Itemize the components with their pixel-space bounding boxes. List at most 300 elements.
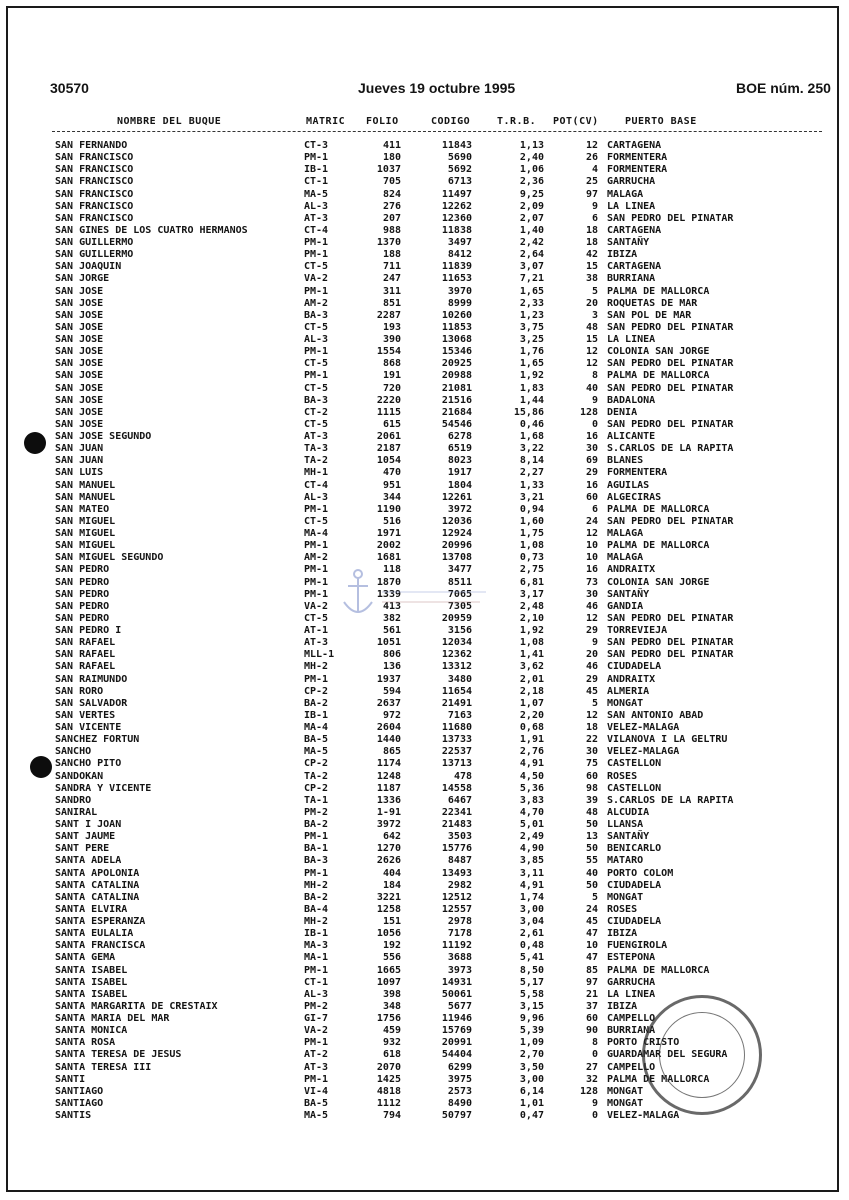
cell-name: SAN PEDRO xyxy=(55,576,110,588)
cell-name: SAN FRANCISCO xyxy=(55,212,134,224)
cell-pot: 6 xyxy=(591,212,598,224)
cell-trb: 3,04 xyxy=(519,916,544,927)
cell-pot: 38 xyxy=(585,273,598,285)
cell-pot: 50 xyxy=(585,879,598,891)
cell-name: SANTA MARIA DEL MAR xyxy=(55,1013,170,1024)
cell-matric: AL-3 xyxy=(304,988,329,1000)
cell-codigo: 2982 xyxy=(447,879,472,891)
cell-folio: 720 xyxy=(382,382,401,394)
cell-trb: 4,91 xyxy=(519,879,544,891)
cell-pot: 32 xyxy=(585,1073,598,1085)
cell-codigo: 8490 xyxy=(447,1097,472,1109)
cell-pot: 75 xyxy=(585,758,598,770)
cell-trb: 1,01 xyxy=(519,1097,544,1109)
cell-trb: 2,10 xyxy=(519,612,544,624)
column-header-pot: POT(CV) xyxy=(553,116,599,127)
cell-folio: 1037 xyxy=(376,164,401,176)
cell-name: SAN JOSE xyxy=(55,309,104,321)
cell-codigo: 6519 xyxy=(447,443,472,455)
cell-port: SAN PEDRO DEL PINATAR xyxy=(607,637,734,649)
cell-folio: 118 xyxy=(382,564,401,576)
cell-folio: 1336 xyxy=(376,794,401,806)
cell-port: MALAGA xyxy=(607,188,644,200)
table-row xyxy=(0,807,849,819)
table-row xyxy=(0,346,849,358)
cell-name: SAN JOSE SEGUNDO xyxy=(55,431,152,442)
cell-folio: 2070 xyxy=(376,1061,401,1073)
cell-name: SAN JOSE xyxy=(55,370,104,382)
cell-codigo: 11843 xyxy=(441,140,472,151)
cell-pot: 9 xyxy=(591,1097,598,1109)
cell-port: SAN PEDRO DEL PINATAR xyxy=(607,612,734,624)
cell-folio: 459 xyxy=(382,1025,401,1037)
cell-matric: PM-2 xyxy=(304,806,329,818)
cell-port: PALMA DE MALLORCA xyxy=(607,503,710,515)
cell-trb: 2,70 xyxy=(519,1049,544,1061)
cell-trb: 1,44 xyxy=(519,394,544,406)
cell-port: CAMPELLO xyxy=(607,1013,656,1024)
cell-pot: 37 xyxy=(585,1000,598,1012)
cell-pot: 20 xyxy=(585,297,598,309)
cell-pot: 18 xyxy=(585,722,598,733)
table-row xyxy=(0,310,849,322)
cell-codigo: 2978 xyxy=(447,916,472,927)
table-row xyxy=(0,637,849,649)
cell-matric: CT-2 xyxy=(304,406,329,418)
table-row xyxy=(0,819,849,831)
cell-trb: 1,08 xyxy=(519,637,544,649)
cell-folio: 1248 xyxy=(376,770,401,782)
cell-pot: 3 xyxy=(591,309,598,321)
cell-port: LLANSA xyxy=(607,819,644,830)
cell-folio: 411 xyxy=(382,140,401,151)
cell-pot: 128 xyxy=(579,1085,598,1097)
cell-trb: 3,75 xyxy=(519,321,544,333)
table-row xyxy=(0,686,849,698)
cell-name: SANDOKAN xyxy=(55,770,104,782)
table-row xyxy=(0,746,849,758)
table-row xyxy=(0,298,849,310)
cell-trb: 7,21 xyxy=(519,273,544,285)
table-row xyxy=(0,492,849,504)
cell-trb: 1,07 xyxy=(519,697,544,709)
cell-port: CIUDADELA xyxy=(607,879,662,891)
cell-name: SANTA CATALINA xyxy=(55,891,140,903)
cell-name: SANTA ROSA xyxy=(55,1037,116,1049)
cell-folio: 398 xyxy=(382,988,401,1000)
cell-matric: BA-5 xyxy=(304,1097,329,1109)
cell-pot: 45 xyxy=(585,916,598,927)
table-row xyxy=(0,261,849,273)
cell-matric: PM-1 xyxy=(304,1037,329,1049)
cell-codigo: 10260 xyxy=(441,309,472,321)
cell-pot: 10 xyxy=(585,940,598,952)
cell-pot: 98 xyxy=(585,782,598,794)
cell-trb: 2,36 xyxy=(519,176,544,188)
cell-pot: 9 xyxy=(591,394,598,406)
cell-pot: 0 xyxy=(591,418,598,430)
cell-folio: 865 xyxy=(382,746,401,758)
cell-port: SAN PEDRO DEL PINATAR xyxy=(607,382,734,394)
cell-port: PORTO COLOM xyxy=(607,867,674,879)
cell-port: ESTEPONA xyxy=(607,952,656,964)
cell-codigo: 12262 xyxy=(441,200,472,212)
cell-port: SANTAÑY xyxy=(607,831,650,843)
cell-pot: 8 xyxy=(591,370,598,382)
cell-pot: 9 xyxy=(591,200,598,212)
cell-folio: 1258 xyxy=(376,903,401,915)
cell-codigo: 12360 xyxy=(441,212,472,224)
table-row xyxy=(0,868,849,880)
table-row xyxy=(0,965,849,977)
cell-matric: BA-3 xyxy=(304,855,329,867)
cell-codigo: 8511 xyxy=(447,576,472,588)
cell-pot: 16 xyxy=(585,564,598,576)
cell-name: SANTA APOLONIA xyxy=(55,867,140,879)
cell-matric: PM-1 xyxy=(304,503,329,515)
cell-name: SAN PEDRO xyxy=(55,600,110,612)
table-row xyxy=(0,504,849,516)
punch-hole-mark xyxy=(30,756,52,778)
cell-name: SAN MIGUEL xyxy=(55,515,116,527)
cell-matric: TA-2 xyxy=(304,455,329,467)
cell-folio: 1756 xyxy=(376,1013,401,1024)
cell-port: ALICANTE xyxy=(607,431,656,442)
cell-matric: PM-1 xyxy=(304,249,329,261)
cell-trb: 1,13 xyxy=(519,140,544,151)
cell-folio: 618 xyxy=(382,1049,401,1061)
cell-trb: 2,75 xyxy=(519,564,544,576)
cell-codigo: 21491 xyxy=(441,697,472,709)
cell-folio: 1554 xyxy=(376,346,401,358)
cell-matric: MA-5 xyxy=(304,746,329,758)
cell-port: DENIA xyxy=(607,406,638,418)
cell-trb: 2,01 xyxy=(519,673,544,685)
table-row xyxy=(0,771,849,783)
cell-name: SAN JOSE xyxy=(55,285,104,297)
cell-codigo: 11653 xyxy=(441,273,472,285)
cell-port: GANDIA xyxy=(607,600,644,612)
table-row xyxy=(0,552,849,564)
cell-name: SANT I JOAN xyxy=(55,819,122,830)
cell-pot: 10 xyxy=(585,552,598,564)
cell-port: PALMA DE MALLORCA xyxy=(607,370,710,382)
cell-name: SAN MANUEL xyxy=(55,491,116,503)
table-row xyxy=(0,710,849,722)
cell-matric: AT-3 xyxy=(304,1061,329,1073)
table-row xyxy=(0,322,849,334)
cell-port: ROQUETAS DE MAR xyxy=(607,297,698,309)
cell-pot: 13 xyxy=(585,831,598,843)
table-row xyxy=(0,892,849,904)
cell-name: SAN MANUEL xyxy=(55,479,116,491)
cell-port: MALAGA xyxy=(607,552,644,564)
cell-codigo: 7305 xyxy=(447,600,472,612)
cell-port: CAMPELLO xyxy=(607,1061,656,1073)
table-row xyxy=(0,783,849,795)
cell-port: CASTELLON xyxy=(607,782,662,794)
cell-name: SAN JUAN xyxy=(55,455,104,467)
cell-pot: 46 xyxy=(585,600,598,612)
cell-name: SANTA ISABEL xyxy=(55,976,128,988)
cell-codigo: 11839 xyxy=(441,261,472,273)
cell-trb: 2,27 xyxy=(519,467,544,479)
cell-codigo: 3497 xyxy=(447,237,472,248)
publication-date: Jueves 19 octubre 1995 xyxy=(358,80,516,96)
cell-folio: 1971 xyxy=(376,528,401,539)
cell-folio: 642 xyxy=(382,831,401,843)
cell-port: FORMENTERA xyxy=(607,164,668,176)
cell-codigo: 11680 xyxy=(441,722,472,733)
cell-folio: 470 xyxy=(382,467,401,479)
cell-trb: 8,50 xyxy=(519,964,544,976)
cell-trb: 3,25 xyxy=(519,334,544,345)
cell-codigo: 8999 xyxy=(447,297,472,309)
cell-trb: 0,94 xyxy=(519,503,544,515)
cell-trb: 1,40 xyxy=(519,224,544,236)
cell-name: SANTA ADELA xyxy=(55,855,122,867)
cell-folio: 932 xyxy=(382,1037,401,1049)
punch-hole-mark xyxy=(24,432,46,454)
cell-pot: 55 xyxy=(585,855,598,867)
cell-name: SANTA FRANCISCA xyxy=(55,940,146,952)
cell-folio: 184 xyxy=(382,879,401,891)
cell-matric: MA-4 xyxy=(304,722,329,733)
cell-folio: 594 xyxy=(382,685,401,697)
cell-matric: CT-5 xyxy=(304,612,329,624)
cell-port: S.CARLOS DE LA RAPITA xyxy=(607,443,734,455)
cell-folio: 382 xyxy=(382,612,401,624)
cell-codigo: 8023 xyxy=(447,455,472,467)
cell-pot: 5 xyxy=(591,891,598,903)
cell-name: SAN JORGE xyxy=(55,273,110,285)
cell-folio: 191 xyxy=(382,370,401,382)
cell-trb: 0,73 xyxy=(519,552,544,564)
cell-port: ALMERIA xyxy=(607,685,650,697)
column-header-trb: T.R.B. xyxy=(497,116,537,127)
table-row xyxy=(0,431,849,443)
table-row xyxy=(0,273,849,285)
cell-codigo: 3972 xyxy=(447,503,472,515)
cell-codigo: 20991 xyxy=(441,1037,472,1049)
cell-trb: 1,65 xyxy=(519,285,544,297)
cell-name: SAN PEDRO xyxy=(55,564,110,576)
cell-pot: 73 xyxy=(585,576,598,588)
cell-pot: 60 xyxy=(585,491,598,503)
cell-codigo: 8412 xyxy=(447,249,472,261)
cell-codigo: 6467 xyxy=(447,794,472,806)
table-row xyxy=(0,734,849,746)
cell-matric: AL-3 xyxy=(304,200,329,212)
cell-port: BURRIANA xyxy=(607,273,656,285)
cell-trb: 4,70 xyxy=(519,806,544,818)
cell-codigo: 12924 xyxy=(441,528,472,539)
cell-matric: PM-1 xyxy=(304,831,329,843)
cell-pot: 97 xyxy=(585,188,598,200)
cell-name: SANTA TERESA DE JESUS xyxy=(55,1049,182,1061)
cell-codigo: 478 xyxy=(453,770,472,782)
cell-folio: 207 xyxy=(382,212,401,224)
cell-matric: AM-2 xyxy=(304,297,329,309)
cell-matric: CT-3 xyxy=(304,140,329,151)
cell-name: SANCHO PITO xyxy=(55,758,122,770)
issue-number: BOE núm. 250 xyxy=(736,80,831,96)
table-row xyxy=(0,249,849,261)
cell-folio: 988 xyxy=(382,224,401,236)
cell-port: SAN PEDRO DEL PINATAR xyxy=(607,649,734,661)
cell-trb: 0,48 xyxy=(519,940,544,952)
cell-matric: BA-1 xyxy=(304,843,329,855)
cell-pot: 90 xyxy=(585,1025,598,1037)
cell-name: SAN JOSE xyxy=(55,394,104,406)
cell-codigo: 22537 xyxy=(441,746,472,758)
cell-matric: GI-7 xyxy=(304,1013,329,1024)
cell-codigo: 20925 xyxy=(441,358,472,370)
cell-folio: 2002 xyxy=(376,540,401,552)
cell-codigo: 6299 xyxy=(447,1061,472,1073)
table-row xyxy=(0,176,849,188)
cell-codigo: 11946 xyxy=(441,1013,472,1024)
cell-matric: VA-2 xyxy=(304,600,329,612)
cell-pot: 48 xyxy=(585,806,598,818)
cell-folio: 615 xyxy=(382,418,401,430)
table-row xyxy=(0,395,849,407)
cell-trb: 3,07 xyxy=(519,261,544,273)
cell-pot: 45 xyxy=(585,685,598,697)
cell-name: SANTA ELVIRA xyxy=(55,903,128,915)
cell-codigo: 11654 xyxy=(441,685,472,697)
cell-name: SAN PEDRO I xyxy=(55,625,122,636)
cell-matric: PM-2 xyxy=(304,1000,329,1012)
cell-matric: MA-1 xyxy=(304,952,329,964)
cell-port: COLONIA SAN JORGE xyxy=(607,346,710,358)
cell-trb: 0,47 xyxy=(519,1110,544,1121)
cell-port: SAN PEDRO DEL PINATAR xyxy=(607,212,734,224)
cell-port: CIUDADELA xyxy=(607,916,662,927)
cell-trb: 3,85 xyxy=(519,855,544,867)
table-row xyxy=(0,334,849,346)
table-row xyxy=(0,855,849,867)
table-row xyxy=(0,201,849,213)
cell-trb: 4,50 xyxy=(519,770,544,782)
cell-folio: 516 xyxy=(382,515,401,527)
cell-folio: 348 xyxy=(382,1000,401,1012)
table-row xyxy=(0,419,849,431)
cell-port: IBIZA xyxy=(607,249,638,261)
cell-folio: 2637 xyxy=(376,697,401,709)
cell-matric: IB-1 xyxy=(304,164,329,176)
cell-trb: 3,22 xyxy=(519,443,544,455)
table-row xyxy=(0,831,849,843)
cell-pot: 128 xyxy=(579,406,598,418)
cell-folio: 705 xyxy=(382,176,401,188)
cell-trb: 5,39 xyxy=(519,1025,544,1037)
cell-folio: 794 xyxy=(382,1110,401,1121)
cell-codigo: 11838 xyxy=(441,224,472,236)
cell-codigo: 22341 xyxy=(441,806,472,818)
cell-name: SANTIAGO xyxy=(55,1097,104,1109)
cell-pot: 26 xyxy=(585,152,598,164)
cell-folio: 151 xyxy=(382,916,401,927)
table-row xyxy=(0,916,849,928)
cell-port: CARTAGENA xyxy=(607,261,662,273)
cell-port: FUENGIROLA xyxy=(607,940,668,952)
cell-codigo: 3688 xyxy=(447,952,472,964)
cell-folio: 824 xyxy=(382,188,401,200)
cell-trb: 2,07 xyxy=(519,212,544,224)
cell-trb: 1,06 xyxy=(519,164,544,176)
cell-port: ROSES xyxy=(607,903,638,915)
cell-folio: 972 xyxy=(382,709,401,721)
cell-port: CARTAGENA xyxy=(607,224,662,236)
cell-trb: 1,91 xyxy=(519,734,544,746)
cell-port: IBIZA xyxy=(607,1000,638,1012)
cell-folio: 193 xyxy=(382,321,401,333)
cell-pot: 48 xyxy=(585,321,598,333)
cell-matric: BA-2 xyxy=(304,697,329,709)
cell-name: SAN VERTES xyxy=(55,709,116,721)
cell-trb: 4,91 xyxy=(519,758,544,770)
cell-codigo: 13708 xyxy=(441,552,472,564)
cell-matric: CP-2 xyxy=(304,782,329,794)
cell-name: SAN GUILLERMO xyxy=(55,237,134,248)
cell-pot: 29 xyxy=(585,625,598,636)
cell-matric: VA-2 xyxy=(304,1025,329,1037)
cell-folio: 1174 xyxy=(376,758,401,770)
table-row xyxy=(0,795,849,807)
cell-folio: 2061 xyxy=(376,431,401,442)
cell-trb: 2,64 xyxy=(519,249,544,261)
cell-trb: 2,20 xyxy=(519,709,544,721)
cell-trb: 3,11 xyxy=(519,867,544,879)
table-row xyxy=(0,407,849,419)
cell-folio: 1056 xyxy=(376,928,401,940)
cell-name: SANTA TERESA III xyxy=(55,1061,152,1073)
table-row xyxy=(0,516,849,528)
cell-trb: 1,74 xyxy=(519,891,544,903)
cell-matric: TA-1 xyxy=(304,794,329,806)
table-row xyxy=(0,674,849,686)
cell-pot: 15 xyxy=(585,334,598,345)
cell-folio: 344 xyxy=(382,491,401,503)
cell-pot: 12 xyxy=(585,140,598,151)
cell-port: GARRUCHA xyxy=(607,976,656,988)
cell-pot: 69 xyxy=(585,455,598,467)
cell-matric: CT-5 xyxy=(304,418,329,430)
cell-matric: IB-1 xyxy=(304,709,329,721)
cell-codigo: 1804 xyxy=(447,479,472,491)
cell-codigo: 13068 xyxy=(441,334,472,345)
cell-name: SAN FRANCISCO xyxy=(55,176,134,188)
cell-name: SAN RORO xyxy=(55,685,104,697)
cell-matric: PM-1 xyxy=(304,540,329,552)
seal-inner-ring xyxy=(659,1012,745,1098)
cell-port: BENICARLO xyxy=(607,843,662,855)
cell-codigo: 21483 xyxy=(441,819,472,830)
cell-matric: AL-3 xyxy=(304,491,329,503)
cell-trb: 1,08 xyxy=(519,540,544,552)
cell-pot: 5 xyxy=(591,285,598,297)
cell-codigo: 13312 xyxy=(441,661,472,673)
cell-port: BURRIANA xyxy=(607,1025,656,1037)
cell-port: LA LINEA xyxy=(607,988,656,1000)
table-row xyxy=(0,843,849,855)
cell-matric: MH-2 xyxy=(304,661,329,673)
cell-name: SAN FERNANDO xyxy=(55,140,128,151)
cell-codigo: 50797 xyxy=(441,1110,472,1121)
cell-name: SAN MATEO xyxy=(55,503,110,515)
cell-trb: 4,90 xyxy=(519,843,544,855)
